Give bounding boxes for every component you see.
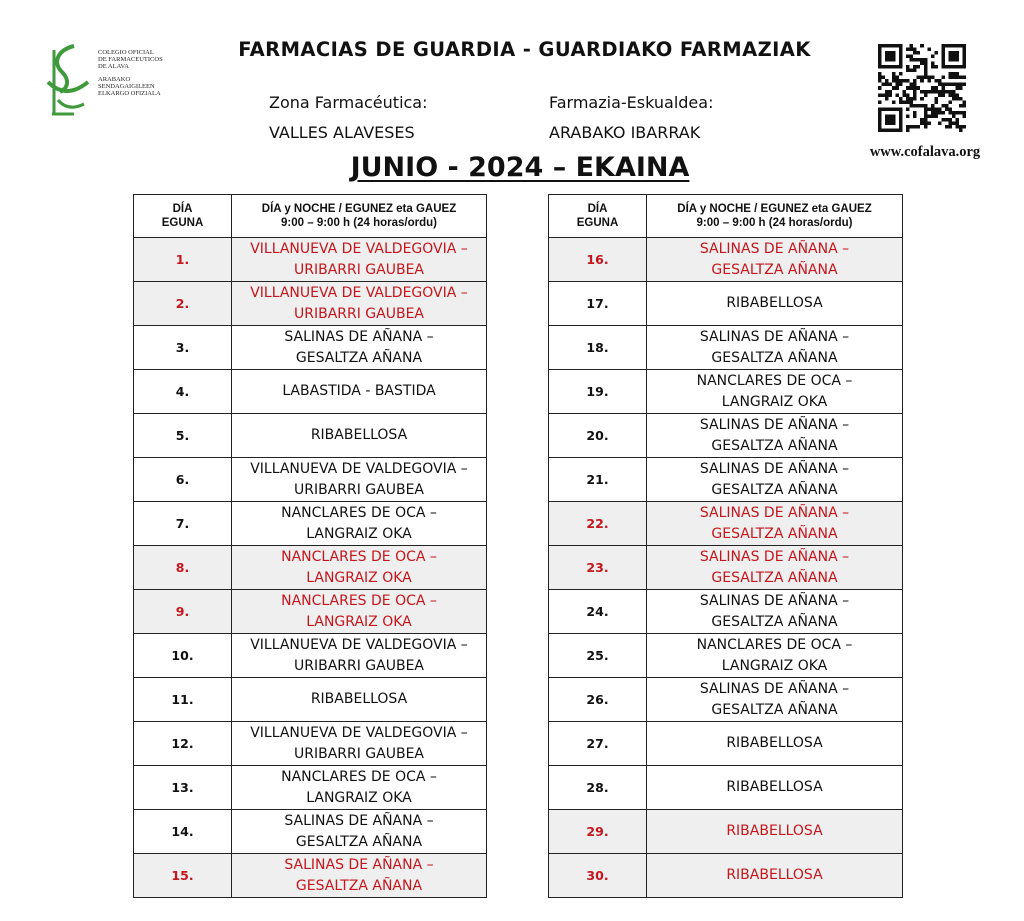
pharmacy-cell: [647, 326, 903, 370]
table-row: [134, 810, 487, 854]
pharmacy-line-1: SALINAS DE AÑANA –: [284, 812, 434, 829]
pharmacy-line-1: NANCLARES DE OCA –: [696, 636, 853, 653]
day-cell: 26.: [549, 678, 647, 722]
pharmacy-line-1: NANCLARES DE OCA –: [281, 768, 437, 785]
day-cell: 21.: [549, 458, 647, 502]
college-logo: [44, 42, 194, 122]
pharmacy-line-2: GESALTZA AÑANA: [295, 349, 423, 366]
schedule-table-left: [133, 194, 487, 898]
pharmacy-line-2: URIBARRI GAUBEA: [293, 745, 425, 762]
day-cell: 16.: [549, 238, 647, 282]
header-text: DÍA: [172, 203, 193, 215]
table-row: [549, 854, 903, 898]
table-row: [134, 370, 487, 414]
table-row: [549, 326, 903, 370]
pharmacy-cell: [647, 590, 903, 634]
logo-line: SENDAGAIGILEEN: [98, 83, 155, 90]
pharmacy-line-2: GESALTZA AÑANA: [295, 877, 423, 894]
pharmacy-line-2: LANGRAIZ OKA: [721, 657, 828, 674]
pharmacy-line-1: SALINAS DE AÑANA –: [699, 328, 850, 345]
day-cell: 9.: [134, 590, 232, 634]
pharmacy-line-2: GESALTZA AÑANA: [711, 261, 838, 278]
pharmacy-line-1: SALINAS DE AÑANA –: [699, 592, 850, 609]
pharmacy-line-2: GESALTZA AÑANA: [711, 349, 838, 366]
pharmacy-cell: [232, 766, 487, 810]
logo-line: ARABAKO: [98, 76, 131, 83]
schedule-table-right: [548, 194, 903, 898]
day-cell: 8.: [134, 546, 232, 590]
pharmacy-cell: [232, 634, 487, 678]
pharmacy-cell: [647, 810, 903, 854]
table-row: [134, 326, 487, 370]
table-row: [134, 238, 487, 282]
pharmacy-line-1: VILLANUEVA DE VALDEGOVIA –: [250, 284, 468, 301]
header-text: DÍA y NOCHE / EGUNEZ eta GAUEZ: [677, 203, 872, 215]
zone-name-eu: ARABAKO IBARRAK: [549, 123, 701, 142]
day-cell: 23.: [549, 546, 647, 590]
pharmacy-cell: [232, 326, 487, 370]
day-cell: 2.: [134, 282, 232, 326]
pharmacy-cell: [647, 502, 903, 546]
day-cell: 7.: [134, 502, 232, 546]
table-row: [134, 282, 487, 326]
pharmacy-cell: [232, 282, 487, 326]
table-header-row: [549, 195, 903, 238]
page-title: FARMACIAS DE GUARDIA - GUARDIAKO FARMAZIAK: [238, 38, 811, 61]
pharmacy-line-1: RIBABELLOSA: [726, 823, 823, 839]
table-row: [134, 854, 487, 898]
pharmacy-cell: [647, 238, 903, 282]
pharmacy-cell: [232, 722, 487, 766]
zone-name-es: VALLES ALAVESES: [269, 123, 415, 142]
pharmacy-line-2: GESALTZA AÑANA: [711, 701, 838, 718]
pharmacy-line-1: SALINAS DE AÑANA –: [699, 548, 850, 565]
table-header-row: [134, 195, 487, 238]
table-row: [549, 634, 903, 678]
day-cell: 12.: [134, 722, 232, 766]
pharmacy-line-2: LANGRAIZ OKA: [306, 569, 412, 586]
pharmacy-line-2: URIBARRI GAUBEA: [293, 657, 425, 674]
header-text: DÍA: [587, 203, 608, 215]
pharmacy-line-1: RIBABELLOSA: [310, 427, 408, 443]
pharmacy-line-1: NANCLARES DE OCA –: [696, 372, 853, 389]
pharmacy-line-2: GESALTZA AÑANA: [711, 481, 838, 498]
table-row: [549, 414, 903, 458]
pharmacy-cell: [647, 414, 903, 458]
pharmacy-line-2: LANGRAIZ OKA: [306, 789, 412, 806]
day-cell: 27.: [549, 722, 647, 766]
day-cell: 17.: [549, 282, 647, 326]
table-row: [134, 414, 487, 458]
pharmacy-cell: [647, 370, 903, 414]
pharmacy-line-1: VILLANUEVA DE VALDEGOVIA –: [250, 240, 468, 257]
day-cell: 25.: [549, 634, 647, 678]
month-heading: JUNIO - 2024 – EKAINA: [350, 152, 690, 183]
logo-line: DE ALAVA: [98, 63, 130, 70]
table-row: [134, 634, 487, 678]
day-cell: 29.: [549, 810, 647, 854]
day-cell: 30.: [549, 854, 647, 898]
pharmacy-line-2: GESALTZA AÑANA: [711, 613, 838, 630]
logo-line: ELKARGO OFIZIALA: [98, 90, 161, 97]
pharmacy-cell: [647, 546, 903, 590]
header-text: EGUNA: [576, 217, 619, 229]
table-row: [134, 678, 487, 722]
pharmacy-line-1: VILLANUEVA DE VALDEGOVIA –: [250, 724, 468, 741]
bowl-of-hygieia-icon: [44, 42, 96, 122]
pharmacy-line-2: URIBARRI GAUBEA: [293, 261, 425, 278]
header-text: DÍA y NOCHE / EGUNEZ eta GAUEZ: [261, 203, 457, 215]
logo-text: [98, 49, 163, 97]
table-row: [549, 722, 903, 766]
pharmacy-line-1: SALINAS DE AÑANA –: [699, 680, 850, 697]
day-cell: 19.: [549, 370, 647, 414]
pharmacy-line-1: RIBABELLOSA: [726, 735, 823, 751]
pharmacy-cell: [232, 414, 487, 458]
table-row: [549, 678, 903, 722]
day-cell: 6.: [134, 458, 232, 502]
day-cell: 22.: [549, 502, 647, 546]
day-cell: 5.: [134, 414, 232, 458]
pharmacy-line-1: SALINAS DE AÑANA –: [699, 240, 850, 257]
pharmacy-line-2: URIBARRI GAUBEA: [293, 305, 425, 322]
pharmacy-line-1: VILLANUEVA DE VALDEGOVIA –: [250, 636, 468, 653]
table-row: [549, 370, 903, 414]
zone-label-eu: Farmazia-Eskualdea:: [549, 93, 714, 112]
pharmacy-cell: [232, 810, 487, 854]
pharmacy-cell: [647, 458, 903, 502]
table-row: [549, 546, 903, 590]
table-row: [134, 502, 487, 546]
table-row: [549, 458, 903, 502]
pharmacy-cell: [232, 502, 487, 546]
pharmacy-line-1: RIBABELLOSA: [726, 295, 823, 311]
logo-line: COLEGIO OFICIAL: [98, 49, 154, 56]
day-cell: 28.: [549, 766, 647, 810]
pharmacy-cell: [647, 722, 903, 766]
pharmacy-cell: [232, 458, 487, 502]
pharmacy-line-1: SALINAS DE AÑANA –: [284, 856, 434, 873]
day-cell: 20.: [549, 414, 647, 458]
pharmacy-line-2: GESALTZA AÑANA: [711, 525, 838, 542]
day-cell: 18.: [549, 326, 647, 370]
pharmacy-line-1: SALINAS DE AÑANA –: [699, 460, 850, 477]
header-text: 9:00 – 9:00 h (24 horas/ordu): [281, 217, 437, 229]
pharmacy-line-1: VILLANUEVA DE VALDEGOVIA –: [250, 460, 468, 477]
pharmacy-line-1: NANCLARES DE OCA –: [281, 592, 437, 609]
pharmacy-line-1: SALINAS DE AÑANA –: [699, 416, 850, 433]
pharmacy-cell: [647, 766, 903, 810]
pharmacy-line-2: URIBARRI GAUBEA: [293, 481, 425, 498]
pharmacy-line-1: NANCLARES DE OCA –: [281, 548, 437, 565]
table-row: [549, 238, 903, 282]
pharmacy-line-2: GESALTZA AÑANA: [711, 569, 838, 586]
table-row: [549, 590, 903, 634]
table-row: [549, 766, 903, 810]
day-cell: 10.: [134, 634, 232, 678]
pharmacy-line-1: RIBABELLOSA: [726, 867, 823, 883]
table-row: [134, 458, 487, 502]
pharmacy-line-1: SALINAS DE AÑANA –: [699, 504, 850, 521]
day-column-header: [549, 195, 647, 238]
logo-line: DE FARMACEUTICOS: [98, 56, 163, 63]
header-text: EGUNA: [161, 217, 204, 229]
pharmacy-line-1: NANCLARES DE OCA –: [281, 504, 437, 521]
pharmacy-line-1: RIBABELLOSA: [310, 691, 408, 707]
zone-label-es: Zona Farmacéutica:: [269, 93, 428, 112]
pharmacy-cell: [232, 590, 487, 634]
day-cell: 24.: [549, 590, 647, 634]
shift-column-header: [647, 195, 903, 238]
day-cell: 4.: [134, 370, 232, 414]
pharmacy-line-2: GESALTZA AÑANA: [295, 833, 423, 850]
pharmacy-line-1: LABASTIDA - BASTIDA: [282, 383, 436, 399]
pharmacy-line-2: LANGRAIZ OKA: [721, 393, 828, 410]
pharmacy-cell: [232, 370, 487, 414]
day-cell: 15.: [134, 854, 232, 898]
table-row: [549, 282, 903, 326]
pharmacy-cell: [647, 854, 903, 898]
pharmacy-cell: [647, 678, 903, 722]
pharmacy-cell: [232, 238, 487, 282]
pharmacy-line-2: LANGRAIZ OKA: [306, 613, 412, 630]
table-row: [134, 722, 487, 766]
pharmacy-line-1: SALINAS DE AÑANA –: [284, 328, 434, 345]
table-row: [549, 810, 903, 854]
header-text: 9:00 – 9:00 h (24 horas/ordu): [696, 217, 853, 229]
shift-column-header: [232, 195, 487, 238]
pharmacy-line-1: RIBABELLOSA: [726, 779, 823, 795]
website-link: www.cofalava.org: [869, 144, 981, 160]
pharmacy-cell: [647, 282, 903, 326]
pharmacy-cell: [232, 854, 487, 898]
pharmacy-cell: [232, 546, 487, 590]
day-cell: 13.: [134, 766, 232, 810]
pharmacy-line-2: LANGRAIZ OKA: [306, 525, 412, 542]
day-column-header: [134, 195, 232, 238]
table-row: [134, 766, 487, 810]
table-row: [134, 546, 487, 590]
day-cell: 11.: [134, 678, 232, 722]
pharmacy-cell: [232, 678, 487, 722]
table-row: [134, 590, 487, 634]
table-row: [549, 502, 903, 546]
day-cell: 1.: [134, 238, 232, 282]
day-cell: 14.: [134, 810, 232, 854]
qr-code-icon: [878, 44, 966, 132]
day-cell: 3.: [134, 326, 232, 370]
pharmacy-line-2: GESALTZA AÑANA: [711, 437, 838, 454]
pharmacy-cell: [647, 634, 903, 678]
